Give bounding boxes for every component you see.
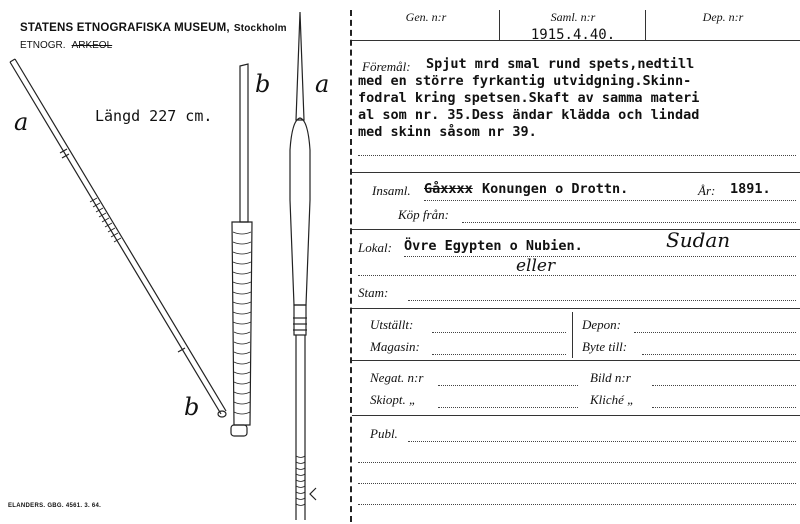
publ-dotted-line-4 [358, 504, 796, 505]
ar-label: År: [698, 183, 716, 198]
publ-dotted-line [408, 441, 796, 442]
kop-fran-label: Köp från: [398, 207, 449, 222]
foremal-line-2: med en större fyrkantig utvidgning.Skinn- [358, 73, 692, 89]
kliche-dotted-line [652, 407, 796, 408]
skiopt-dotted-line [438, 407, 578, 408]
foremal-line-4: al som nr. 35.Dess ändar klädda och lindad [358, 107, 700, 123]
section-rule [352, 415, 800, 416]
kliche-label: Kliché „ [590, 392, 635, 407]
insaml-label: Insaml. [372, 183, 411, 198]
spear-drawings [0, 0, 350, 524]
dep-nr-cell [646, 10, 800, 41]
foremal-line-5: med skinn såsom nr 39. [358, 124, 537, 140]
section-rule [352, 172, 800, 173]
stam-dotted-line [408, 300, 796, 301]
museum-name: STATENS ETNOGRAFISKA MUSEUM, [20, 22, 230, 34]
negat-nr-dotted-line [438, 385, 578, 386]
catalogue-card [350, 10, 800, 522]
saml-nr-label: Saml. n:r [550, 10, 596, 24]
stam-label: Stam: [358, 285, 389, 300]
insaml-struck: Gåxxxx [424, 181, 473, 197]
lokal-dotted-line-2 [358, 275, 796, 276]
bild-nr-dotted-line [652, 385, 796, 386]
bild-nr-label: Bild n:r [590, 370, 631, 385]
kop-fran-dotted-line [462, 222, 796, 223]
storage-divider [572, 312, 573, 358]
section-rule [352, 308, 800, 309]
spear-drawing-diagonal [10, 59, 226, 417]
lokal-label: Lokal: [358, 240, 392, 255]
publ-label: Publ. [370, 426, 398, 441]
museum-city: Stockholm [233, 23, 287, 34]
depon-label: Depon: [582, 317, 621, 332]
sheath-drawing [231, 64, 252, 436]
length-text: Längd 227 cm. [95, 107, 213, 125]
lokal-handwritten-note: Sudan [666, 228, 731, 252]
foremal-line-1: Spjut mrd smal rund spets,nedtill [426, 56, 695, 72]
byte-till-label: Byte till: [582, 339, 628, 354]
section-rule [352, 229, 800, 230]
insaml-dotted-line [424, 200, 796, 201]
foremal-line-3: fodral kring spetsen.Skaft av samma materi [358, 90, 700, 106]
lokal-handwritten-note-2: eller [516, 256, 556, 276]
printer-mark: ELANDERS. GBG. 4561. 3. 64. [8, 503, 102, 509]
department-struck: ARKEOL [71, 40, 113, 51]
gen-nr-label: Gen. n:r [405, 10, 447, 24]
gen-nr-cell [352, 10, 500, 41]
lokal-dotted-line [404, 256, 796, 257]
drawing-label-b-top: b [255, 70, 271, 98]
magasin-dotted-line [432, 354, 566, 355]
drawing-label-a-left: a [14, 108, 29, 136]
ar-value: 1891. [730, 181, 771, 197]
lokal-value: Övre Egypten o Nubien. [404, 238, 583, 254]
dep-nr-label: Dep. n:r [702, 10, 744, 24]
utstallt-dotted-line [432, 332, 566, 333]
spear-drawing-vertical [290, 12, 316, 520]
saml-nr-value: 1915.4.40. [530, 27, 616, 43]
drawing-label-b-bottom: b [184, 393, 200, 421]
byte-till-dotted-line [642, 354, 796, 355]
saml-nr-cell [500, 10, 646, 41]
insaml-value: Konungen o Drottn. [482, 181, 629, 197]
utstallt-label: Utställt: [370, 317, 414, 332]
skiopt-label: Skiopt. „ [370, 392, 417, 407]
magasin-label: Magasin: [370, 339, 420, 354]
foremal-dotted-line [358, 155, 796, 156]
department-prefix: ETNOGR. [20, 40, 66, 51]
drawing-label-a-right: a [315, 70, 330, 98]
depon-dotted-line [634, 332, 796, 333]
foremal-label: Föremål: [362, 59, 411, 74]
header-divider [499, 10, 500, 40]
negat-nr-label: Negat. n:r [370, 370, 424, 385]
publ-dotted-line-3 [358, 483, 796, 484]
section-rule [352, 360, 800, 361]
publ-dotted-line-2 [358, 462, 796, 463]
header-divider [645, 10, 646, 40]
